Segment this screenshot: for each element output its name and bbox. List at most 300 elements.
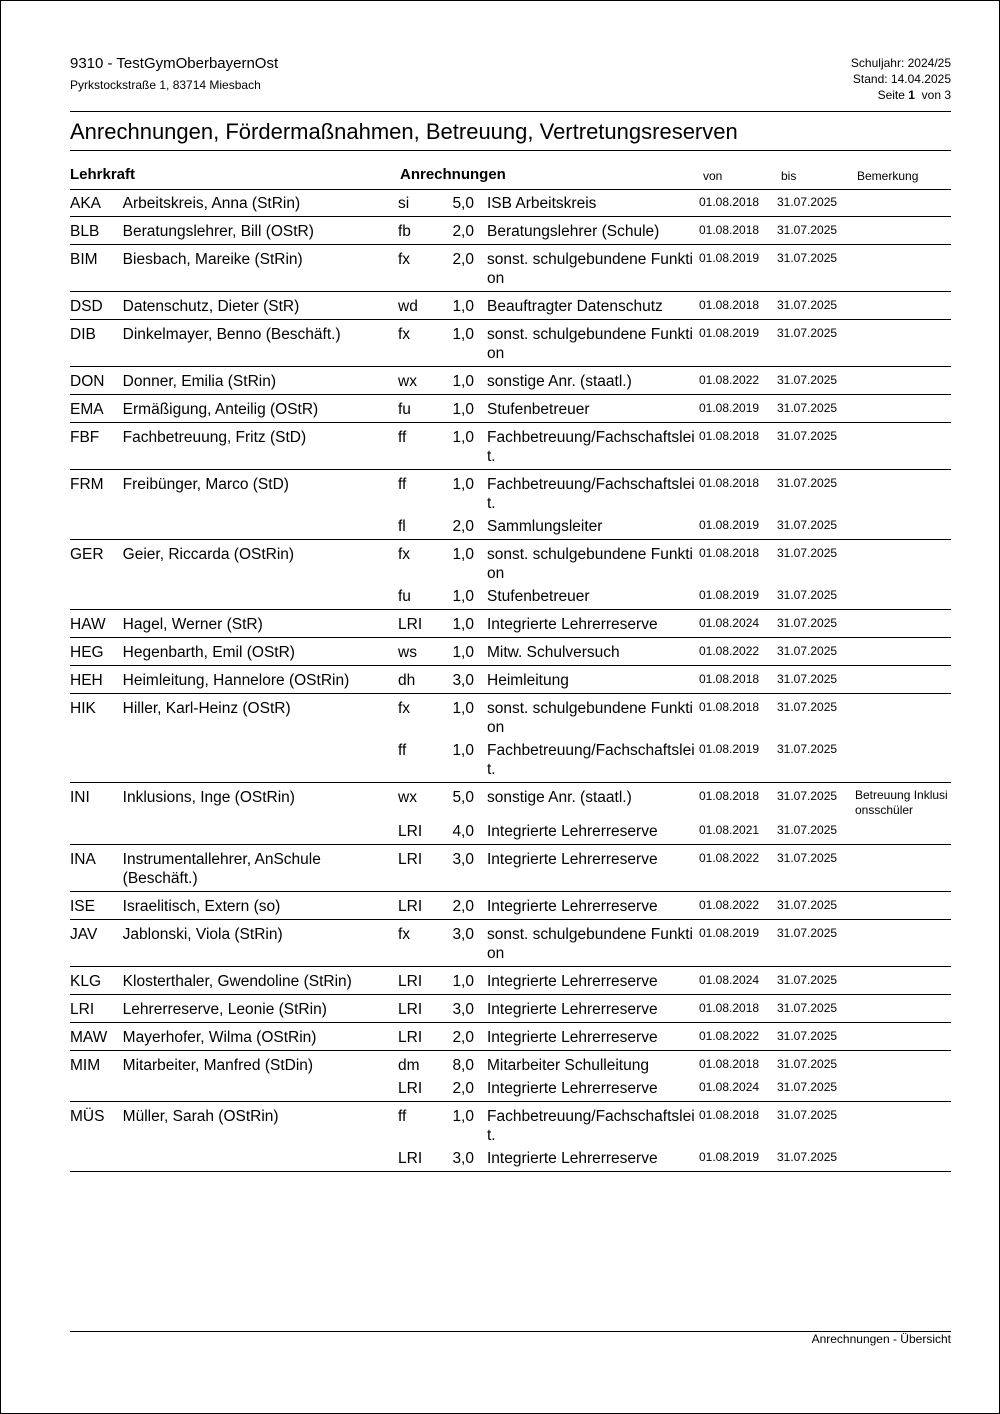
assignment-entry: [398, 741, 951, 779]
date-to: 31.07.2025: [777, 546, 838, 560]
teacher-name: Müller, Sarah (OStRin): [122, 1108, 279, 1125]
date-to: 31.07.2025: [777, 1057, 838, 1071]
table-row: [70, 245, 951, 292]
teacher-name: Datenschutz, Dieter (StR): [122, 298, 300, 315]
table-row: [70, 845, 951, 892]
assignment-hours: 3,0: [452, 926, 474, 943]
assignment-description: sonst. schulgebundene Funktion: [487, 251, 693, 287]
assignment-entry: [398, 428, 951, 466]
date-to: 31.07.2025: [777, 742, 838, 756]
date-from: 01.08.2022: [699, 898, 760, 912]
table-row: [70, 920, 951, 967]
date-to: 31.07.2025: [777, 373, 838, 387]
assignment-code: dh: [398, 672, 416, 689]
row-line: [70, 850, 951, 888]
date-from: 01.08.2018: [699, 672, 760, 686]
assignment-hours: 1,0: [452, 373, 474, 390]
row-line: [70, 699, 951, 779]
assignment-hours: 5,0: [452, 789, 474, 806]
header-divider: [70, 111, 951, 112]
row-line: [70, 297, 951, 316]
teacher-code: LRI: [70, 1001, 95, 1018]
date-from: 01.08.2018: [699, 789, 760, 803]
date-to: 31.07.2025: [777, 973, 838, 987]
assignment-entry: [398, 250, 951, 288]
assignment-code: wx: [398, 373, 417, 390]
assignment-hours: 2,0: [452, 1029, 474, 1046]
date-to: 31.07.2025: [777, 195, 838, 209]
assignment-entry: [398, 1056, 951, 1075]
date-to: 31.07.2025: [777, 644, 838, 658]
date-to: 31.07.2025: [777, 298, 838, 312]
date-from: 01.08.2019: [699, 518, 760, 532]
date-from: 01.08.2019: [699, 742, 760, 756]
assignment-entry: [398, 1107, 951, 1145]
assignment-hours: 3,0: [452, 1001, 474, 1018]
assignment-hours: 2,0: [452, 518, 474, 535]
assignment-entry: [398, 615, 951, 634]
row-line: [70, 1107, 951, 1168]
assignment-description: sonstige Anr. (staatl.): [487, 789, 632, 806]
teacher-code: EMA: [70, 401, 104, 418]
date-to: 31.07.2025: [777, 518, 838, 532]
teacher-name: Heimleitung, Hannelore (OStRin): [122, 672, 350, 689]
date-to: 31.07.2025: [777, 926, 838, 940]
assignment-code: fx: [398, 546, 411, 563]
assignment-list: [398, 325, 951, 363]
assignment-description: Integrierte Lehrerreserve: [487, 1029, 658, 1046]
table-row: [70, 367, 951, 395]
date-from: 01.08.2018: [699, 1057, 760, 1071]
teacher-code: DSD: [70, 298, 103, 315]
date-to: 31.07.2025: [777, 476, 838, 490]
assignment-description: sonst. schulgebundene Funktion: [487, 326, 693, 362]
assignment-entry: [398, 325, 951, 363]
row-line: [70, 222, 951, 241]
assignment-hours: 2,0: [452, 251, 474, 268]
assignment-list: [398, 475, 951, 536]
date-from: 01.08.2019: [699, 1150, 760, 1164]
assignment-list: [398, 250, 951, 288]
table-row: [70, 540, 951, 610]
date-to: 31.07.2025: [777, 1080, 838, 1094]
date-from: 01.08.2019: [699, 588, 760, 602]
table-row: [70, 470, 951, 540]
school-name: 9310 - TestGymOberbayernOst: [70, 55, 279, 72]
teacher-code: INA: [70, 851, 96, 868]
assignment-entry: [398, 1000, 951, 1019]
assignment-entry: [398, 850, 951, 869]
assignment-description: Integrierte Lehrerreserve: [487, 973, 658, 990]
assignment-code: LRI: [398, 1001, 423, 1018]
date-from: 01.08.2022: [699, 373, 760, 387]
teacher-name: Inklusions, Inge (OStRin): [122, 789, 295, 806]
assignment-code: dm: [398, 1057, 420, 1074]
assignment-code: fx: [398, 326, 411, 343]
teacher-code: MAW: [70, 1029, 108, 1046]
assignment-hours: 1,0: [452, 588, 474, 605]
col-von: von: [703, 169, 723, 183]
table-row: [70, 694, 951, 783]
assignment-entry: [398, 699, 951, 737]
teacher-code: DIB: [70, 326, 96, 343]
date-from: 01.08.2021: [699, 823, 760, 837]
assignment-hours: 1,0: [452, 700, 474, 717]
row-line: [70, 615, 951, 634]
row-line: [70, 643, 951, 662]
teacher-name: Freibünger, Marco (StD): [122, 476, 289, 493]
assignment-hours: 1,0: [452, 973, 474, 990]
table-row: [70, 1102, 951, 1172]
table-row: [70, 395, 951, 423]
date-from: 01.08.2018: [699, 546, 760, 560]
assignment-entry: [398, 671, 951, 690]
table-row: [70, 217, 951, 245]
assignment-description: Mitarbeiter Schulleitung: [487, 1057, 649, 1074]
assignment-code: LRI: [398, 823, 423, 840]
teacher-code: HEH: [70, 672, 103, 689]
assignment-description: Fachbetreuung/Fachschaftsleit.: [487, 429, 695, 465]
table-row: [70, 666, 951, 694]
assignment-description: Beauftragter Datenschutz: [487, 298, 663, 315]
row-line: [70, 897, 951, 916]
assignment-entry: [398, 1028, 951, 1047]
teacher-code: FRM: [70, 476, 104, 493]
assignment-list: [398, 925, 951, 963]
date-to: 31.07.2025: [777, 672, 838, 686]
assignment-entry: [398, 925, 951, 963]
table-row: [70, 1051, 951, 1102]
assignment-entry: [398, 897, 951, 916]
assignment-code: LRI: [398, 851, 423, 868]
assignment-entry: [398, 475, 951, 513]
assignment-code: ws: [398, 644, 417, 661]
assignment-list: [398, 850, 951, 869]
assignment-code: fl: [398, 518, 406, 535]
teacher-name: Instrumentallehrer, AnSchule (Beschäft.): [122, 851, 321, 887]
assignment-code: LRI: [398, 1150, 423, 1167]
teacher-name: Jablonski, Viola (StRin): [122, 926, 283, 943]
assignment-list: [398, 545, 951, 606]
assignment-entry: [398, 517, 951, 536]
teacher-code: HIK: [70, 700, 96, 717]
assignment-description: sonst. schulgebundene Funktion: [487, 546, 693, 582]
date-from: 01.08.2022: [699, 851, 760, 865]
teacher-name: Lehrerreserve, Leonie (StRin): [122, 1001, 327, 1018]
table-row: [70, 292, 951, 320]
assignment-code: LRI: [398, 973, 423, 990]
assignment-list: [398, 297, 951, 316]
assignment-entry: [398, 400, 951, 419]
teacher-name: Hiller, Karl-Heinz (OStR): [122, 700, 291, 717]
date-to: 31.07.2025: [777, 429, 838, 443]
assignment-code: si: [398, 195, 410, 212]
table-row: [70, 892, 951, 920]
assignment-entry: [398, 972, 951, 991]
teacher-name: Arbeitskreis, Anna (StRin): [122, 195, 301, 212]
date-from: 01.08.2024: [699, 616, 760, 630]
assignment-description: sonst. schulgebundene Funktion: [487, 926, 693, 962]
date-from: 01.08.2019: [699, 326, 760, 340]
date-from: 01.08.2019: [699, 401, 760, 415]
assignment-code: ff: [398, 476, 407, 493]
assignment-description: Integrierte Lehrerreserve: [487, 616, 658, 633]
assignment-entry: [398, 297, 951, 316]
date-to: 31.07.2025: [777, 223, 838, 237]
assignment-code: fu: [398, 401, 411, 418]
teacher-name: Mitarbeiter, Manfred (StDin): [122, 1057, 314, 1074]
assignment-list: [398, 643, 951, 662]
assignment-hours: 3,0: [452, 672, 474, 689]
assignment-entry: [398, 222, 951, 241]
table-row: [70, 423, 951, 470]
assignment-entry: [398, 822, 951, 841]
assignment-code: fx: [398, 926, 411, 943]
teacher-code: BLB: [70, 223, 100, 240]
assignment-code: ff: [398, 1108, 407, 1125]
date-from: 01.08.2018: [699, 223, 760, 237]
row-line: [70, 250, 951, 288]
assignment-entry: [398, 788, 951, 818]
date-to: 31.07.2025: [777, 401, 838, 415]
teacher-code: DON: [70, 373, 105, 390]
date-to: 31.07.2025: [777, 588, 838, 602]
date-to: 31.07.2025: [777, 1001, 838, 1015]
date-from: 01.08.2022: [699, 1029, 760, 1043]
assignment-code: ff: [398, 742, 407, 759]
row-line: [70, 972, 951, 991]
row-line: [70, 372, 951, 391]
assignment-hours: 1,0: [452, 742, 474, 759]
row-line: [70, 788, 951, 841]
assignment-code: fb: [398, 223, 411, 240]
date-to: 31.07.2025: [777, 1150, 838, 1164]
report-meta: [851, 55, 951, 103]
teacher-code: HEG: [70, 644, 104, 661]
assignment-code: LRI: [398, 1080, 423, 1097]
date-to: 31.07.2025: [777, 700, 838, 714]
teacher-code: JAV: [70, 926, 98, 943]
date-from: 01.08.2019: [699, 926, 760, 940]
date-from: 01.08.2018: [699, 700, 760, 714]
assignment-hours: 3,0: [452, 851, 474, 868]
date-to: 31.07.2025: [777, 1108, 838, 1122]
assignment-description: Integrierte Lehrerreserve: [487, 1080, 658, 1097]
title-divider: [70, 150, 951, 151]
assignment-description: Integrierte Lehrerreserve: [487, 1150, 658, 1167]
assignment-hours: 1,0: [452, 326, 474, 343]
table-row: [70, 320, 951, 367]
schuljahr: Schuljahr: 2024/25: [850, 56, 951, 70]
date-from: 01.08.2018: [699, 429, 760, 443]
teacher-name: Geier, Riccarda (OStRin): [122, 546, 295, 563]
assignment-hours: 2,0: [452, 223, 474, 240]
teacher-name: Fachbetreuung, Fritz (StD): [122, 429, 307, 446]
table-row: [70, 783, 951, 845]
row-line: [70, 400, 951, 419]
assignment-code: fx: [398, 251, 411, 268]
assignment-list: [398, 671, 951, 690]
assignment-hours: 3,0: [452, 1150, 474, 1167]
assignment-code: fx: [398, 700, 411, 717]
assignment-list: [398, 400, 951, 419]
assignment-description: Heimleitung: [487, 672, 569, 689]
assignment-list: [398, 1028, 951, 1047]
row-line: [70, 925, 951, 963]
assignment-list: [398, 788, 951, 841]
row-line: [70, 1028, 951, 1047]
date-from: 01.08.2018: [699, 195, 760, 209]
assignment-description: Sammlungsleiter: [487, 518, 603, 535]
assignment-hours: 2,0: [452, 898, 474, 915]
assignment-description: Stufenbetreuer: [487, 588, 590, 605]
assignment-description: sonstige Anr. (staatl.): [487, 373, 632, 390]
assignment-list: [398, 372, 951, 391]
page-number: Seite 1 von 3: [877, 88, 951, 102]
assignment-list: [398, 194, 951, 213]
row-line: [70, 545, 951, 606]
date-from: 01.08.2018: [699, 1001, 760, 1015]
date-to: 31.07.2025: [777, 789, 838, 803]
teacher-name: Ermäßigung, Anteilig (OStR): [122, 401, 319, 418]
assignment-hours: 2,0: [452, 1080, 474, 1097]
teacher-code: KLG: [70, 973, 102, 990]
assignment-hours: 1,0: [452, 1108, 474, 1125]
page-title: Anrechnungen, Fördermaßnahmen, Betreuung, Vertretungsreserven: [70, 119, 738, 144]
assignment-description: Mitw. Schulversuch: [487, 644, 620, 661]
col-anrechnungen: Anrechnungen: [400, 166, 506, 183]
assignment-description: ISB Arbeitskreis: [487, 195, 597, 212]
date-from: 01.08.2024: [699, 1080, 760, 1094]
date-to: 31.07.2025: [777, 1029, 838, 1043]
assignment-hours: 5,0: [452, 195, 474, 212]
teacher-code: BIM: [70, 251, 98, 268]
assignment-code: ff: [398, 429, 407, 446]
date-to: 31.07.2025: [777, 616, 838, 630]
assignment-code: LRI: [398, 1029, 423, 1046]
teacher-name: Beratungslehrer, Bill (OStR): [122, 223, 314, 240]
assignment-hours: 1,0: [452, 616, 474, 633]
teacher-name: Hagel, Werner (StR): [122, 616, 263, 633]
assignment-entry: [398, 1079, 951, 1098]
assignment-entry: [398, 545, 951, 583]
assignment-table: [70, 189, 951, 1172]
table-row: [70, 610, 951, 638]
assignment-list: [398, 1056, 951, 1098]
assignment-hours: 1,0: [452, 476, 474, 493]
teacher-code: MIM: [70, 1057, 101, 1074]
date-from: 01.08.2018: [699, 1108, 760, 1122]
teacher-code: FBF: [70, 429, 100, 446]
assignment-hours: 1,0: [452, 546, 474, 563]
assignment-entry: [398, 587, 951, 606]
date-to: 31.07.2025: [777, 823, 838, 837]
date-from: 01.08.2022: [699, 644, 760, 658]
assignment-entry: [398, 643, 951, 662]
teacher-code: HAW: [70, 616, 106, 633]
date-from: 01.08.2018: [699, 476, 760, 490]
assignment-code: wd: [398, 298, 418, 315]
teacher-code: MÜS: [70, 1108, 105, 1125]
assignment-description: Integrierte Lehrerreserve: [487, 851, 658, 868]
date-to: 31.07.2025: [777, 898, 838, 912]
assignment-description: Fachbetreuung/Fachschaftsleit.: [487, 742, 695, 778]
teacher-code: INI: [70, 789, 90, 806]
row-line: [70, 428, 951, 466]
assignment-description: Stufenbetreuer: [487, 401, 590, 418]
teacher-name: Hegenbarth, Emil (OStR): [122, 644, 295, 661]
assignment-hours: 4,0: [452, 823, 474, 840]
date-to: 31.07.2025: [777, 851, 838, 865]
assignment-list: [398, 428, 951, 466]
assignment-description: Fachbetreuung/Fachschaftsleit.: [487, 476, 695, 512]
assignment-code: LRI: [398, 616, 423, 633]
row-line: [70, 475, 951, 536]
date-from: 01.08.2019: [699, 251, 760, 265]
assignment-code: LRI: [398, 898, 423, 915]
teacher-code: AKA: [70, 195, 102, 212]
assignment-description: Integrierte Lehrerreserve: [487, 898, 658, 915]
teacher-name: Mayerhofer, Wilma (OStRin): [122, 1029, 317, 1046]
row-line: [70, 1000, 951, 1019]
teacher-name: Israelitisch, Extern (so): [122, 898, 281, 915]
col-bis: bis: [781, 169, 797, 183]
date-to: 31.07.2025: [777, 251, 838, 265]
assignment-code: fu: [398, 588, 411, 605]
row-line: [70, 325, 951, 363]
date-to: 31.07.2025: [777, 326, 838, 340]
assignment-hours: 1,0: [452, 401, 474, 418]
assignment-entry: [398, 194, 951, 213]
assignment-description: Fachbetreuung/Fachschaftsleit.: [487, 1108, 695, 1144]
assignment-list: [398, 897, 951, 916]
table-row: [70, 638, 951, 666]
assignment-list: [398, 1000, 951, 1019]
assignment-list: [398, 699, 951, 779]
teacher-name: Dinkelmayer, Benno (Beschäft.): [122, 326, 341, 343]
table-row: [70, 995, 951, 1023]
table-row: [70, 189, 951, 217]
assignment-list: [398, 615, 951, 634]
teacher-code: GER: [70, 546, 104, 563]
date-from: 01.08.2018: [699, 298, 760, 312]
table-row: [70, 967, 951, 995]
teacher-name: Donner, Emilia (StRin): [122, 373, 276, 390]
col-bemerkung: Bemerkung: [857, 169, 919, 183]
col-lehrkraft: Lehrkraft: [70, 166, 136, 183]
row-line: [70, 671, 951, 690]
teacher-name: Biesbach, Mareike (StRin): [122, 251, 303, 268]
assignment-description: Integrierte Lehrerreserve: [487, 1001, 658, 1018]
remark: Betreuung Inklusionsschüler: [855, 788, 948, 817]
date-from: 01.08.2024: [699, 973, 760, 987]
assignment-description: Integrierte Lehrerreserve: [487, 823, 658, 840]
school-address: Pyrkstockstraße 1, 83714 Miesbach: [70, 78, 261, 92]
stand-date: Stand: 14.04.2025: [852, 72, 951, 86]
assignment-code: wx: [398, 789, 417, 806]
table-row: [70, 1023, 951, 1051]
assignment-entry: [398, 372, 951, 391]
teacher-code: ISE: [70, 898, 95, 915]
assignment-list: [398, 222, 951, 241]
assignment-description: sonst. schulgebundene Funktion: [487, 700, 693, 736]
teacher-name: Klosterthaler, Gwendoline (StRin): [122, 973, 352, 990]
assignment-description: Beratungslehrer (Schule): [487, 223, 660, 240]
assignment-hours: 1,0: [452, 644, 474, 661]
assignment-list: [398, 972, 951, 991]
assignment-list: [398, 1107, 951, 1168]
footer-label: Anrechnungen - Übersicht: [811, 1332, 951, 1346]
